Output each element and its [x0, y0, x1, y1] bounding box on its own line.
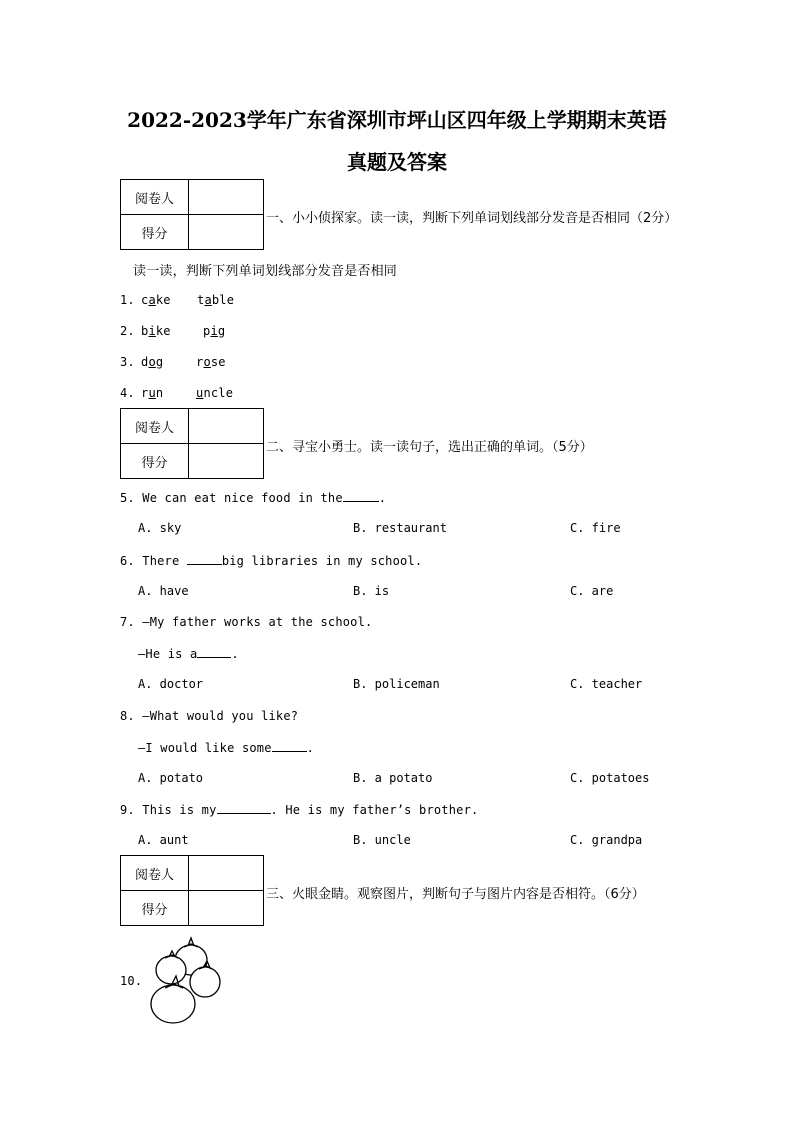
question-7-line1: 7. —My father works at the school. [120, 615, 373, 629]
reviewer-label: 阅卷人 [121, 856, 189, 891]
item-number: 3. [120, 355, 135, 369]
question-8-line2: —I would like some . [138, 741, 315, 755]
tomatoes-image [144, 930, 226, 1026]
item-number: 1. [120, 293, 135, 307]
q6-option-b[interactable]: B. is [353, 584, 390, 598]
question-5: 5. We can eat nice food in the . [120, 491, 387, 505]
question-9: 9. This is my . He is my father’s brother. [120, 803, 479, 817]
word-2: table [197, 293, 235, 307]
answer-blank[interactable] [217, 802, 271, 814]
reviewer-field[interactable] [189, 856, 264, 891]
word-2: pig [203, 324, 226, 338]
score-label: 得分 [121, 444, 189, 479]
q5-option-a[interactable]: A. sky [138, 521, 182, 535]
q7-option-b[interactable]: B. policeman [353, 677, 440, 691]
q9-option-a[interactable]: A. aunt [138, 833, 189, 847]
q8-option-c[interactable]: C. potatoes [570, 771, 650, 785]
q8-option-b[interactable]: B. a potato [353, 771, 433, 785]
word-2: uncle [196, 386, 234, 400]
phonics-item-3 [120, 355, 226, 369]
section1-instruction: 读一读，判断下列单词划线部分发音是否相同 [133, 264, 398, 279]
phonics-item-2 [120, 324, 226, 338]
q6-option-c[interactable]: C. are [570, 584, 614, 598]
word-1: dog [141, 355, 164, 369]
question-10-number: 10. [120, 974, 143, 988]
question-8-line1: 8. —What would you like? [120, 709, 299, 723]
q9-option-b[interactable]: B. uncle [353, 833, 411, 847]
word-1: cake [141, 293, 171, 307]
score-field[interactable] [189, 891, 264, 926]
section3-heading: 三、火眼金睛。观察图片，判断句子与图片内容是否相符。（6分） [266, 887, 645, 902]
q5-option-b[interactable]: B. restaurant [353, 521, 447, 535]
doc-title-line1: 2022-2023学年广东省深圳市坪山区四年级上学期期末英语 [127, 108, 667, 132]
answer-blank[interactable] [343, 490, 379, 502]
doc-title-line2: 真题及答案 [347, 150, 447, 174]
score-box-3 [120, 855, 264, 926]
section2-heading: 二、寻宝小勇士。读一读句子，选出正确的单词。（5分） [266, 440, 593, 455]
q6-option-a[interactable]: A. have [138, 584, 189, 598]
phonics-item-1 [120, 293, 235, 307]
word-1: run [141, 386, 164, 400]
score-label: 得分 [121, 891, 189, 926]
reviewer-field[interactable] [189, 180, 264, 215]
answer-blank[interactable] [197, 646, 231, 658]
q8-option-a[interactable]: A. potato [138, 771, 204, 785]
answer-blank[interactable] [272, 740, 307, 752]
q7-option-c[interactable]: C. teacher [570, 677, 643, 691]
score-box-2 [120, 408, 264, 479]
word-1: bike [141, 324, 171, 338]
score-box-1 [120, 179, 264, 250]
phonics-item-4 [120, 386, 234, 400]
question-7-line2: —He is a . [138, 647, 239, 661]
answer-blank[interactable] [187, 553, 222, 565]
item-number: 2. [120, 324, 135, 338]
score-label: 得分 [121, 215, 189, 250]
reviewer-field[interactable] [189, 409, 264, 444]
q9-option-c[interactable]: C. grandpa [570, 833, 643, 847]
reviewer-label: 阅卷人 [121, 409, 189, 444]
question-6: 6. There big libraries in my school. [120, 554, 423, 568]
score-field[interactable] [189, 215, 264, 250]
score-field[interactable] [189, 444, 264, 479]
q5-option-c[interactable]: C. fire [570, 521, 621, 535]
word-2: rose [196, 355, 226, 369]
reviewer-label: 阅卷人 [121, 180, 189, 215]
section1-heading: 一、小小侦探家。读一读，判断下列单词划线部分发音是否相同（2分） [266, 211, 678, 226]
q7-option-a[interactable]: A. doctor [138, 677, 204, 691]
item-number: 4. [120, 386, 135, 400]
